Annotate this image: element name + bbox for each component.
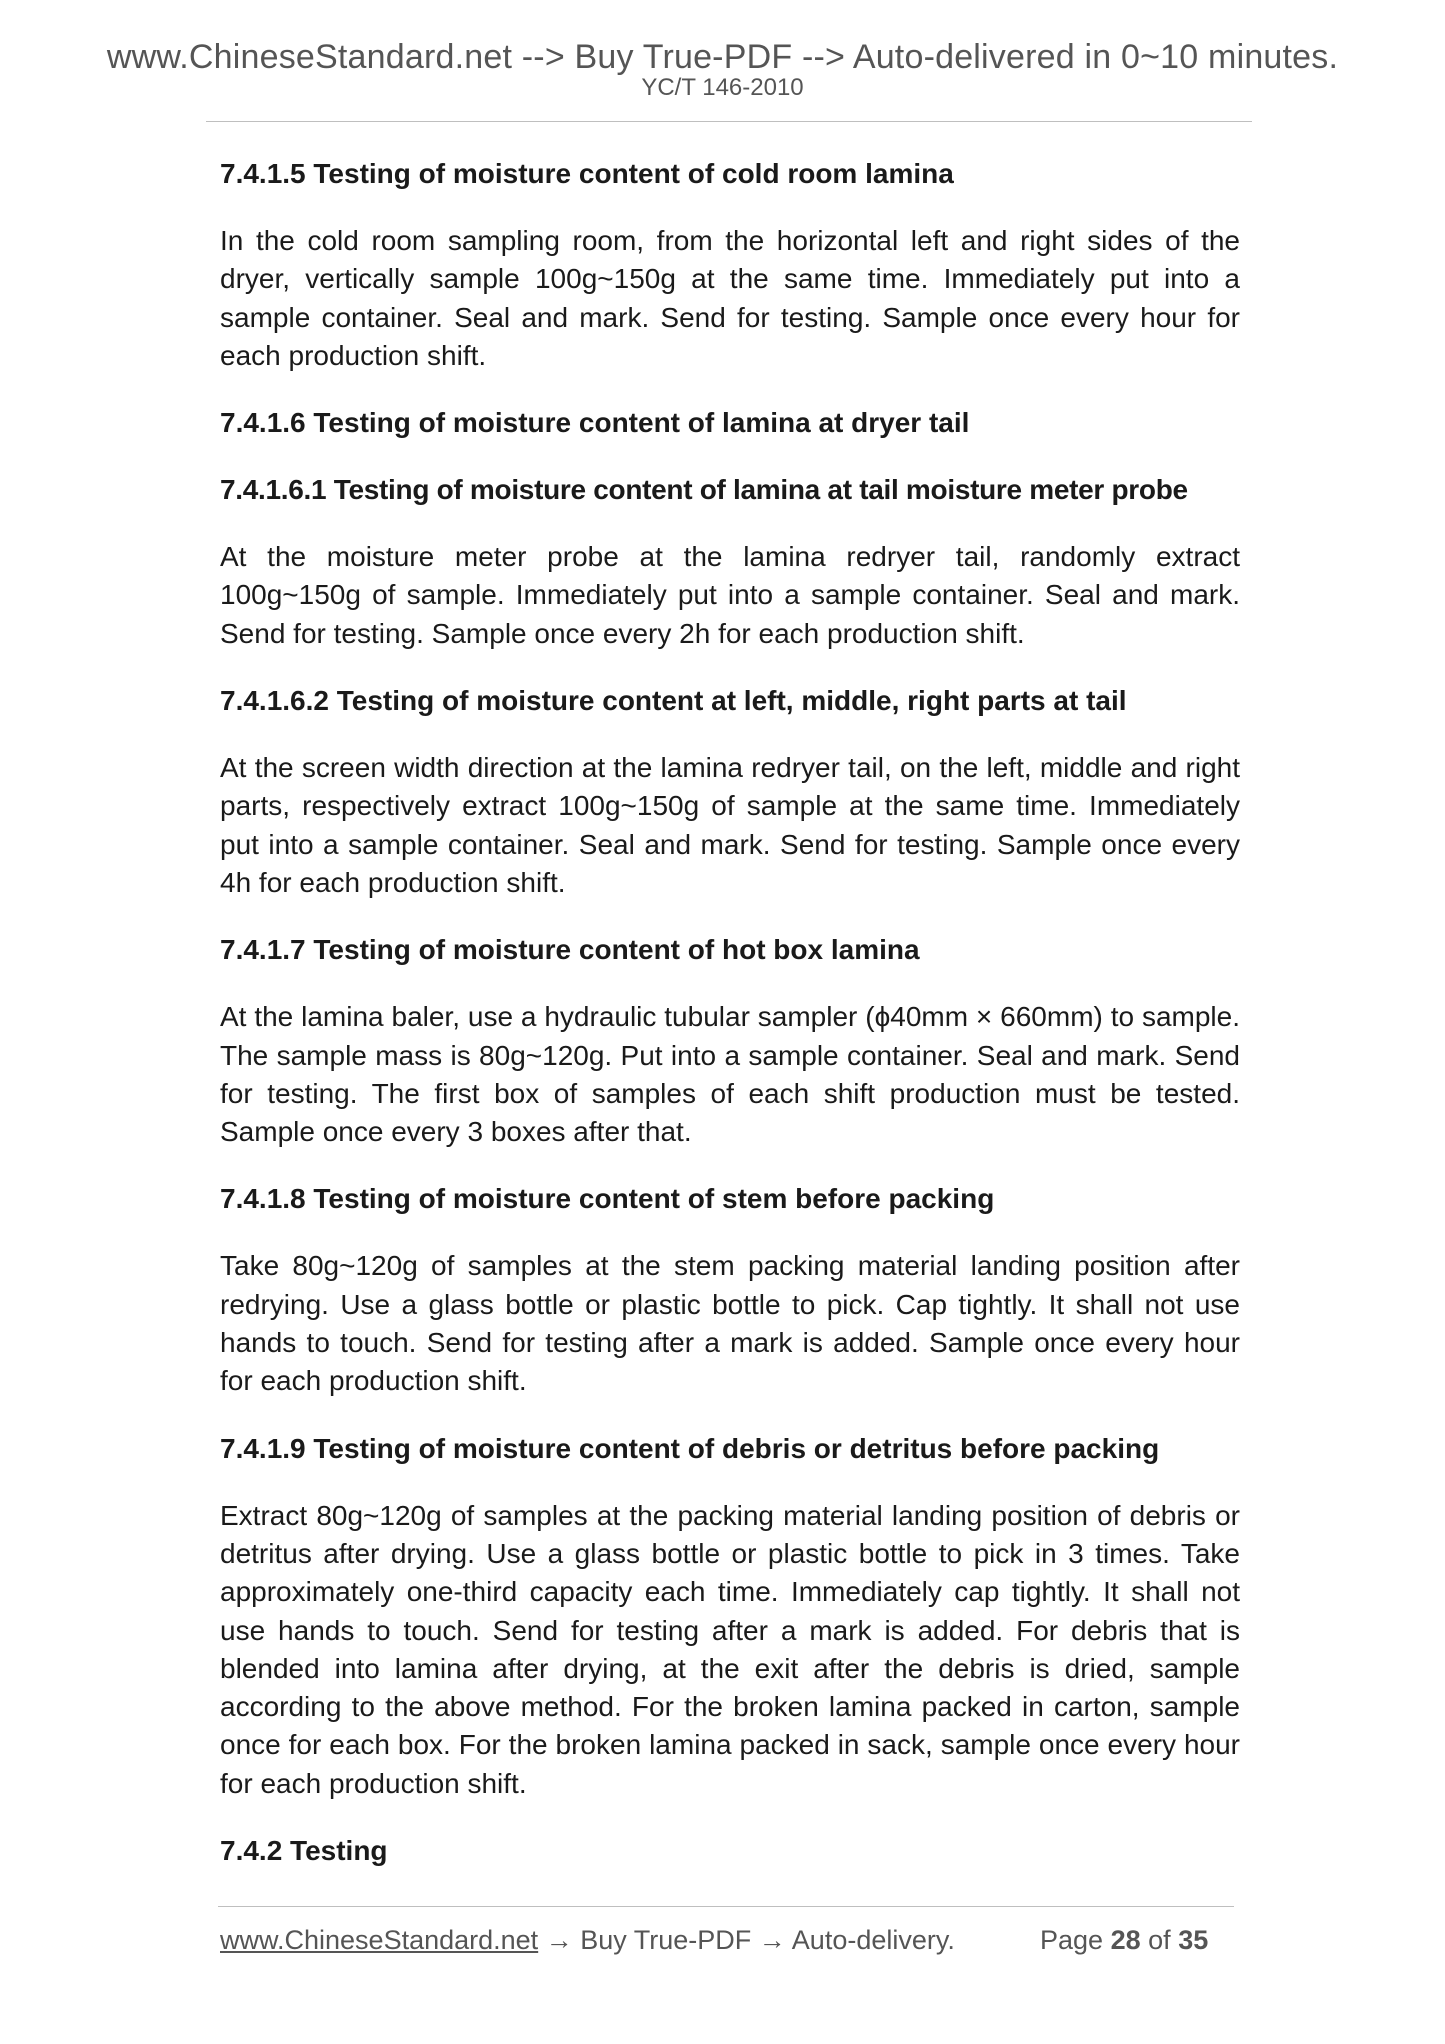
section-heading: 7.4.1.5 Testing of moisture content of cold room lamina <box>220 158 954 189</box>
site-banner: www.ChineseStandard.net --> Buy True-PDF --> Auto-delivered in 0~10 minutes. <box>106 38 1339 76</box>
section-heading: 7.4.1.6.2 Testing of moisture content at left, middle, right parts at tail <box>220 685 1127 717</box>
standard-number: YC/T 146-2010 <box>641 74 804 101</box>
section-paragraph: At the moisture meter probe at the lamina redryer tail, randomly extract 100g~150g of sample. Immediately put into a sample container. Seal and mark. Send for testing. Sample once every 2h for each production shift. <box>220 541 1240 649</box>
page-label: Page <box>1040 1925 1104 1955</box>
section-paragraph: In the cold room sampling room, from the horizontal left and right sides of the dryer, vertically sample 100g~150g at the same time. Immediately put into a sample container. Seal and mark. Send for testing. Sample once every hour for each production shift. <box>220 225 1240 371</box>
header-divider <box>206 121 1252 122</box>
footer-delivery-text: Auto-delivery. <box>791 1925 955 1955</box>
section-heading: 7.4.2 Testing <box>220 1835 388 1867</box>
page-total: 35 <box>1178 1925 1209 1955</box>
arrow-right-icon: → <box>758 1925 786 1955</box>
page-number: 28 <box>1110 1925 1141 1955</box>
section-heading: 7.4.1.7 Testing of moisture content of hot box lamina <box>220 934 920 966</box>
section-paragraph: At the lamina baler, use a hydraulic tubular sampler (ϕ40mm × 660mm) to sample. The sample mass is 80g~120g. Put into a sample container. Seal and mark. Send for testing. The first box of samples of each shift production must be tested. Sample once every 3 boxes after that. <box>220 1001 1240 1148</box>
section-heading: 7.4.1.8 Testing of moisture content of stem before packing <box>220 1183 995 1215</box>
section-paragraph: Take 80g~120g of samples at the stem packing material landing position after redrying. Use a glass bottle or plastic bottle to pick. Cap tightly. It shall not use hands to touch. Send for testing after a mark is added. Sample once every hour for each production shift. <box>220 1250 1240 1397</box>
arrow-right-icon: → <box>545 1925 573 1955</box>
section-heading: 7.4.1.6 Testing of moisture content of lamina at dryer tail <box>220 407 970 439</box>
section-paragraph: At the screen width direction at the lamina redryer tail, on the left, middle and right parts, respectively extract 100g~150g of sample at the same time. Immediately put into a sample container. Seal and mark. Send for testing. Sample once every 4h for each production shift. <box>220 752 1240 898</box>
document-body <box>220 155 1240 1899</box>
page-indicator <box>1040 1925 1208 1956</box>
footer-buy-text: Buy True-PDF <box>580 1925 752 1955</box>
of-label: of <box>1148 1925 1171 1955</box>
section-heading: 7.4.1.6.1 Testing of moisture content of lamina at tail moisture meter probe <box>220 474 1188 506</box>
footer-site-link[interactable]: www.ChineseStandard.net <box>220 1925 539 1955</box>
footer-promo <box>220 1925 955 1956</box>
section-paragraph: Extract 80g~120g of samples at the packing material landing position of debris or detritus after drying. Use a glass bottle or plastic bottle to pick in 3 times. Take approximately one-third capacity each time. Immediately cap tightly. It shall not use hands to touch. Send for testing after a mark is added. For debris that is blended into lamina after drying, at the exit after the debris is dried, sample according to the above method. For the broken lamina packed in carton, sample once for each box. For the broken lamina packed in sack, sample once every hour for each production shift. <box>220 1499 1240 1799</box>
footer-divider <box>218 1906 1234 1907</box>
section-heading: 7.4.1.9 Testing of moisture content of debris or detritus before packing <box>220 1432 1160 1464</box>
